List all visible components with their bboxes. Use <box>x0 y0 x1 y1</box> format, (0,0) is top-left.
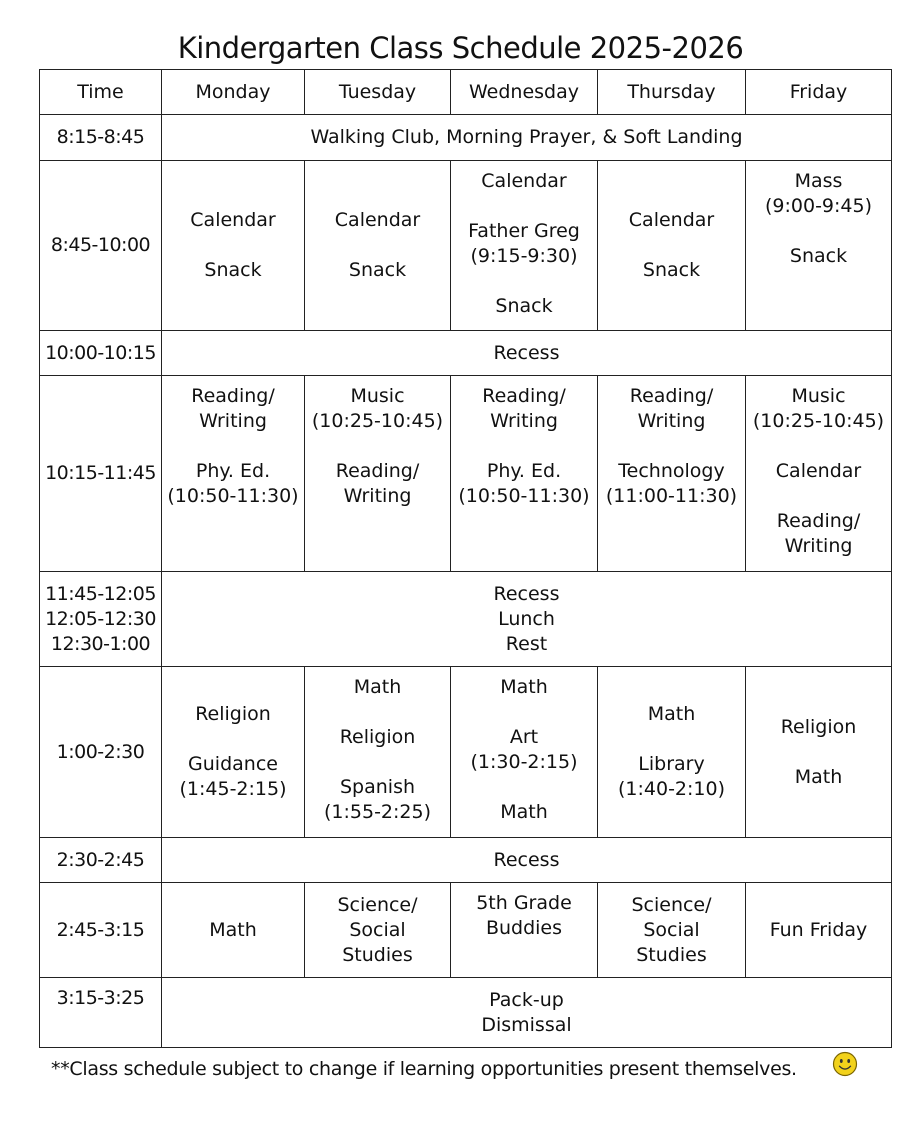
cell-line: 10:00-10:15 <box>45 341 156 364</box>
cell-line: Writing <box>784 535 853 557</box>
smiley-face-icon <box>832 1051 858 1077</box>
cell-line: Calendar <box>628 209 715 231</box>
line-spacer <box>164 233 302 258</box>
cell-line: (1:55-2:25) <box>323 801 431 823</box>
cell-line: Walking Club, Morning Prayer, & Soft Landing <box>310 126 743 148</box>
cell-line: Religion <box>195 703 271 725</box>
wednesday-cell <box>451 161 598 331</box>
monday-cell <box>162 376 305 572</box>
cell-line: Phy. Ed. <box>195 460 271 482</box>
cell-line: Math <box>209 918 257 941</box>
line-spacer <box>600 727 743 752</box>
cell-line: (9:00-9:45) <box>764 195 872 217</box>
tuesday-cell <box>305 376 451 572</box>
cell-line: Technology <box>618 460 725 482</box>
cell-line: Library <box>638 753 705 775</box>
cell-line: Math <box>500 801 548 823</box>
table-row <box>40 161 892 331</box>
cell-line: Math <box>500 676 548 698</box>
wednesday-cell <box>451 376 598 572</box>
cell-line: Art <box>509 726 539 748</box>
cell-line: (9:15-9:30) <box>470 245 578 267</box>
time-cell <box>40 376 162 572</box>
cell-line: Recess <box>493 582 560 605</box>
thursday-cell <box>598 883 746 978</box>
cell-line: (10:50-11:30) <box>458 485 590 507</box>
cell-line: Studies <box>342 943 413 966</box>
table-row <box>40 572 892 667</box>
tuesday-cell <box>305 667 451 838</box>
cell-line: Pack-up <box>489 988 564 1011</box>
cell-line: Writing <box>199 410 267 432</box>
monday-cell <box>162 161 305 331</box>
cell-line: Calendar <box>775 460 862 482</box>
schedule-table <box>39 69 892 1048</box>
time-cell <box>40 161 162 331</box>
cell-line: Reading/ <box>629 385 714 407</box>
cell-line: Father Greg <box>468 220 580 242</box>
cell-line: Writing <box>490 410 558 432</box>
cell-line: 2:30-2:45 <box>56 848 145 871</box>
cell-line: Mass <box>794 170 843 192</box>
wednesday-cell <box>451 667 598 838</box>
header-tuesday: Tuesday <box>305 70 451 115</box>
line-spacer <box>453 700 595 725</box>
line-spacer <box>748 434 889 459</box>
table-row <box>40 115 892 161</box>
cell-line: 2:45-3:15 <box>56 918 145 941</box>
line-spacer <box>453 775 595 800</box>
time-cell <box>40 115 162 161</box>
tuesday-cell <box>305 883 451 978</box>
header-wednesday: Wednesday <box>451 70 598 115</box>
cell-line: Spanish <box>339 776 416 798</box>
cell-line: Lunch <box>498 607 555 630</box>
line-spacer <box>600 233 743 258</box>
line-spacer <box>307 750 448 775</box>
table-row <box>40 838 892 883</box>
cell-line: 8:45-10:00 <box>50 234 151 256</box>
cell-line: Recess <box>493 848 560 871</box>
cell-line: 12:05-12:30 <box>45 607 156 630</box>
header-monday: Monday <box>162 70 305 115</box>
cell-line: (10:25-10:45) <box>752 410 885 432</box>
footer-note: **Class schedule subject to change if learning opportunities present themselves. <box>51 1058 797 1080</box>
cell-line: (1:45-2:15) <box>179 778 287 800</box>
cell-line: Math <box>353 676 402 698</box>
cell-line: (1:40-2:10) <box>617 778 725 800</box>
line-spacer <box>453 194 595 219</box>
cell-line: Studies <box>636 943 707 966</box>
cell-line: Religion <box>339 726 416 748</box>
time-cell <box>40 883 162 978</box>
header-row <box>40 70 892 115</box>
cell-line: 5th Grade <box>476 892 572 914</box>
table-row <box>40 667 892 838</box>
cell-line: 12:30-1:00 <box>50 632 151 655</box>
span-cell <box>162 978 892 1048</box>
cell-line: 3:15-3:25 <box>56 987 145 1009</box>
cell-line: (10:50-11:30) <box>167 485 299 507</box>
cell-line: Phy. Ed. <box>486 460 562 482</box>
smiley-face-circle <box>834 1053 857 1076</box>
cell-line: Reading/ <box>482 385 566 407</box>
cell-line: Snack <box>495 295 553 317</box>
cell-line: 11:45-12:05 <box>45 582 156 605</box>
cell-line: Science/ <box>631 893 712 916</box>
time-cell <box>40 572 162 667</box>
line-spacer <box>453 269 595 294</box>
friday-cell <box>746 161 892 331</box>
cell-line: Snack <box>204 259 262 281</box>
cell-line: Reading/ <box>191 385 275 407</box>
cell-line: Science/ <box>337 893 418 916</box>
table-row <box>40 331 892 376</box>
friday-cell <box>746 883 892 978</box>
tuesday-cell <box>305 161 451 331</box>
monday-cell <box>162 667 305 838</box>
thursday-cell <box>598 161 746 331</box>
cell-line: Writing <box>343 485 412 507</box>
cell-line: 1:00-2:30 <box>56 740 145 763</box>
cell-line: Snack <box>642 259 701 281</box>
wednesday-cell <box>451 883 598 978</box>
page-title: Kindergarten Class Schedule 2025-2026 <box>177 31 744 65</box>
cell-line: Reading/ <box>776 510 861 532</box>
table-row <box>40 376 892 572</box>
cell-line: Social <box>643 918 700 941</box>
header-thursday: Thursday <box>598 70 746 115</box>
cell-line: Reading/ <box>335 460 420 482</box>
time-cell <box>40 838 162 883</box>
cell-line: Rest <box>505 632 548 655</box>
line-spacer <box>748 484 889 509</box>
cell-line: (11:00-11:30) <box>605 485 738 507</box>
cell-line: (10:25-10:45) <box>311 410 444 432</box>
time-cell <box>40 331 162 376</box>
header-friday: Friday <box>746 70 892 115</box>
cell-line: Snack <box>789 245 848 267</box>
cell-line: (1:30-2:15) <box>470 751 578 773</box>
friday-cell <box>746 667 892 838</box>
cell-line: 10:15-11:45 <box>45 462 156 484</box>
header-time: Time <box>40 70 162 115</box>
time-cell <box>40 667 162 838</box>
span-cell <box>162 838 892 883</box>
monday-cell <box>162 883 305 978</box>
cell-line: Religion <box>780 715 857 738</box>
cell-line: Snack <box>348 259 407 281</box>
span-cell <box>162 331 892 376</box>
cell-line: Guidance <box>188 753 278 775</box>
cell-line: Music <box>350 385 405 407</box>
line-spacer <box>453 434 595 459</box>
time-cell <box>40 978 162 1048</box>
cell-line: 8:15-8:45 <box>56 126 145 148</box>
span-cell <box>162 115 892 161</box>
cell-line: Fun Friday <box>769 918 868 941</box>
line-spacer <box>600 434 743 459</box>
friday-cell <box>746 376 892 572</box>
cell-line: Buddies <box>485 917 563 939</box>
smiley-right-eye <box>847 1059 850 1063</box>
cell-line: Social <box>349 918 406 941</box>
smiley-left-eye <box>840 1059 843 1063</box>
line-spacer <box>307 700 448 725</box>
table-row <box>40 883 892 978</box>
cell-line: Calendar <box>481 170 567 192</box>
line-spacer <box>307 434 448 459</box>
cell-line: Music <box>791 385 846 407</box>
table-row <box>40 978 892 1048</box>
line-spacer <box>748 740 889 765</box>
cell-line: Calendar <box>334 209 421 231</box>
line-spacer <box>164 727 302 752</box>
line-spacer <box>307 233 448 258</box>
thursday-cell <box>598 376 746 572</box>
cell-line: Calendar <box>190 209 276 231</box>
line-spacer <box>164 434 302 459</box>
span-cell <box>162 572 892 667</box>
line-spacer <box>748 219 889 244</box>
cell-line: Math <box>647 703 696 725</box>
cell-line: Writing <box>637 410 706 432</box>
cell-line: Dismissal <box>481 1013 572 1036</box>
thursday-cell <box>598 667 746 838</box>
cell-line: Recess <box>493 341 560 364</box>
cell-line: Math <box>794 765 843 788</box>
